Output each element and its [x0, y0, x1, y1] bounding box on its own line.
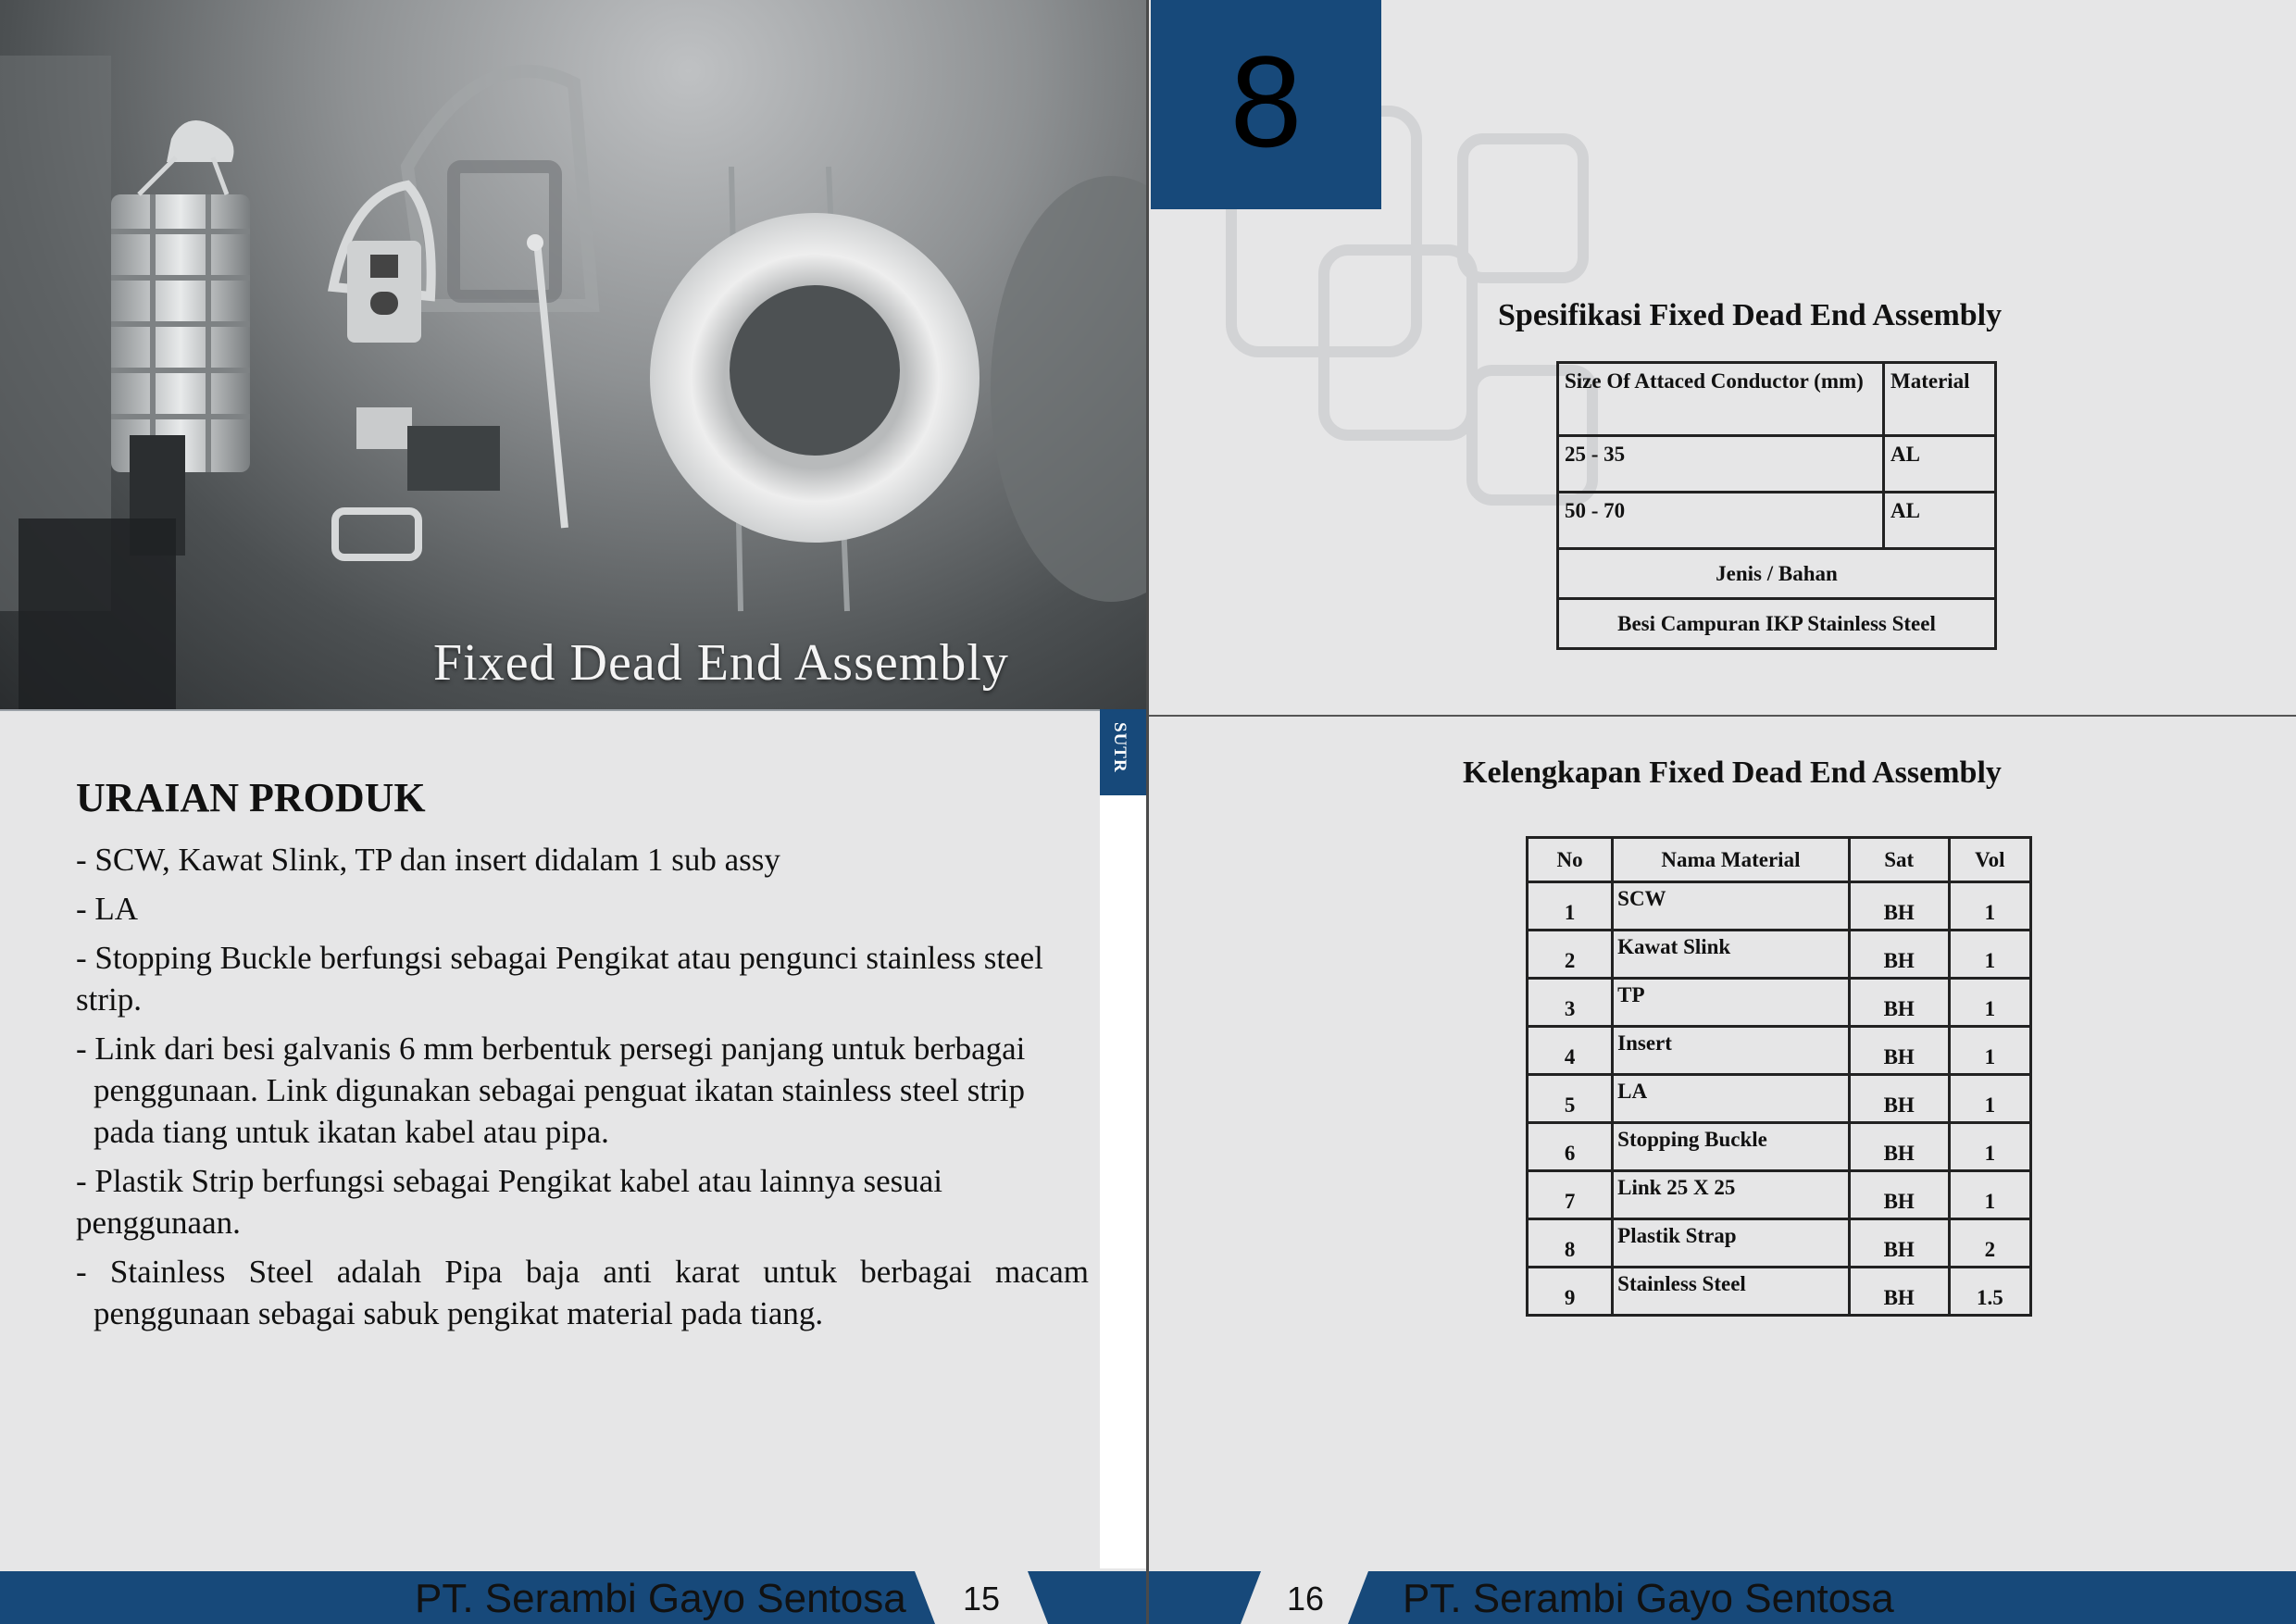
- side-strip: [1100, 795, 1146, 1568]
- cell-nama: Link 25 X 25: [1613, 1171, 1850, 1219]
- cell-sat: BH: [1849, 882, 1949, 931]
- table-row: [1558, 599, 1996, 649]
- uraian-item: - SCW, Kawat Slink, TP dan insert didalam 1 sub assy: [76, 842, 780, 878]
- product-photo: [0, 0, 1148, 709]
- table-row: [1558, 549, 1996, 599]
- table-row: [1528, 1171, 2031, 1219]
- cell-no: 9: [1528, 1268, 1613, 1316]
- cell-vol: 1.5: [1949, 1268, 2030, 1316]
- right-divider-line: [1149, 715, 2296, 717]
- cell-no: 6: [1528, 1123, 1613, 1171]
- footer-company-right: PT. Serambi Gayo Sentosa: [1403, 1576, 1894, 1621]
- cell-sat: BH: [1849, 1268, 1949, 1316]
- uraian-item: - Plastik Strip berfungsi sebagai Pengikat kabel atau lainnya sesuai penggunaan.: [76, 1163, 943, 1241]
- photo-caption: Fixed Dead End Assembly: [433, 634, 1009, 692]
- cell-vol: 1: [1949, 1171, 2030, 1219]
- cell-sat: BH: [1849, 1171, 1949, 1219]
- kelengkapan-title: Kelengkapan Fixed Dead End Assembly: [1463, 756, 2002, 790]
- cell-sat: BH: [1849, 1123, 1949, 1171]
- cell-sat: BH: [1849, 979, 1949, 1027]
- col-header-sat: Sat: [1849, 838, 1949, 882]
- cell-nama: Stainless Steel: [1613, 1268, 1850, 1316]
- col-header-nama: Nama Material: [1613, 838, 1850, 882]
- cell-vol: 1: [1949, 931, 2030, 979]
- left-divider-line: [0, 709, 1146, 711]
- uraian-list: [76, 839, 1089, 1342]
- cell-no: 3: [1528, 979, 1613, 1027]
- spec-header-size: Size Of Attaced Conductor (mm): [1558, 363, 1884, 436]
- uraian-heading: URAIAN PRODUK: [76, 775, 426, 820]
- cell-vol: 1: [1949, 882, 2030, 931]
- uraian-item: - Stainless Steel adalah Pipa baja anti karat untuk berbagai macam penggunaan sebagai sabuk pengikat material pada tiang.: [76, 1254, 1089, 1331]
- cell-sat: BH: [1849, 1075, 1949, 1123]
- side-tab: [1100, 709, 1146, 795]
- page-number-left: 15: [963, 1580, 1001, 1618]
- spec-cell: 50 - 70: [1558, 493, 1884, 549]
- spec-cell: AL: [1884, 436, 1996, 493]
- cell-sat: BH: [1849, 931, 1949, 979]
- col-header-no: No: [1528, 838, 1613, 882]
- cell-vol: 1: [1949, 1027, 2030, 1075]
- cell-vol: 2: [1949, 1219, 2030, 1268]
- cell-nama: Plastik Strap: [1613, 1219, 1850, 1268]
- table-row: [1528, 1123, 2031, 1171]
- cell-no: 5: [1528, 1075, 1613, 1123]
- col-header-vol: Vol: [1949, 838, 2030, 882]
- footer-company-left: PT. Serambi Gayo Sentosa: [415, 1576, 906, 1621]
- page-divider: [1146, 0, 1149, 1624]
- cell-no: 7: [1528, 1171, 1613, 1219]
- cell-vol: 1: [1949, 1123, 2030, 1171]
- cell-sat: BH: [1849, 1219, 1949, 1268]
- section-number-box: [1151, 0, 1381, 209]
- uraian-item: - Link dari besi galvanis 6 mm berbentuk persegi panjang untuk berbagai penggunaan. Link digunakan sebagai penguat ikatan stainless steel strip pada tiang untuk ikatan kabel atau pipa.: [76, 1031, 1026, 1150]
- table-row: [1528, 1219, 2031, 1268]
- table-row: [1528, 1268, 2031, 1316]
- cell-no: 1: [1528, 882, 1613, 931]
- table-row: [1528, 979, 2031, 1027]
- table-row: [1558, 363, 1996, 436]
- page-number-right: 16: [1287, 1580, 1325, 1618]
- cell-vol: 1: [1949, 1075, 2030, 1123]
- spec-cell: AL: [1884, 493, 1996, 549]
- spec-table: [1556, 361, 1997, 650]
- kelengkapan-table: [1526, 836, 2032, 1317]
- table-row: [1528, 1075, 2031, 1123]
- cell-nama: Stopping Buckle: [1613, 1123, 1850, 1171]
- cell-nama: TP: [1613, 979, 1850, 1027]
- spec-jenis-value: Besi Campuran IKP Stainless Steel: [1558, 599, 1996, 649]
- cell-no: 2: [1528, 931, 1613, 979]
- spec-cell: 25 - 35: [1558, 436, 1884, 493]
- cell-sat: BH: [1849, 1027, 1949, 1075]
- spec-title: Spesifikasi Fixed Dead End Assembly: [1498, 298, 2003, 332]
- uraian-item: - Stopping Buckle berfungsi sebagai Pengikat atau pengunci stainless steel strip.: [76, 940, 1043, 1018]
- product-illustration: [0, 0, 1148, 709]
- spec-header-material: Material: [1884, 363, 1996, 436]
- table-row: [1528, 1027, 2031, 1075]
- side-tab-label: SUTR: [1110, 722, 1129, 773]
- cell-nama: SCW: [1613, 882, 1850, 931]
- cell-no: 8: [1528, 1219, 1613, 1268]
- cell-nama: Kawat Slink: [1613, 931, 1850, 979]
- uraian-item: - LA: [76, 891, 139, 927]
- cell-no: 4: [1528, 1027, 1613, 1075]
- table-row: [1558, 436, 1996, 493]
- cell-nama: LA: [1613, 1075, 1850, 1123]
- cell-nama: Insert: [1613, 1027, 1850, 1075]
- section-number: 8: [1229, 29, 1303, 174]
- table-row: [1528, 931, 2031, 979]
- cell-vol: 1: [1949, 979, 2030, 1027]
- table-header-row: [1528, 838, 2031, 882]
- spec-jenis-label: Jenis / Bahan: [1558, 549, 1996, 599]
- table-row: [1558, 493, 1996, 549]
- footer-notches: [0, 1571, 2296, 1624]
- table-row: [1528, 882, 2031, 931]
